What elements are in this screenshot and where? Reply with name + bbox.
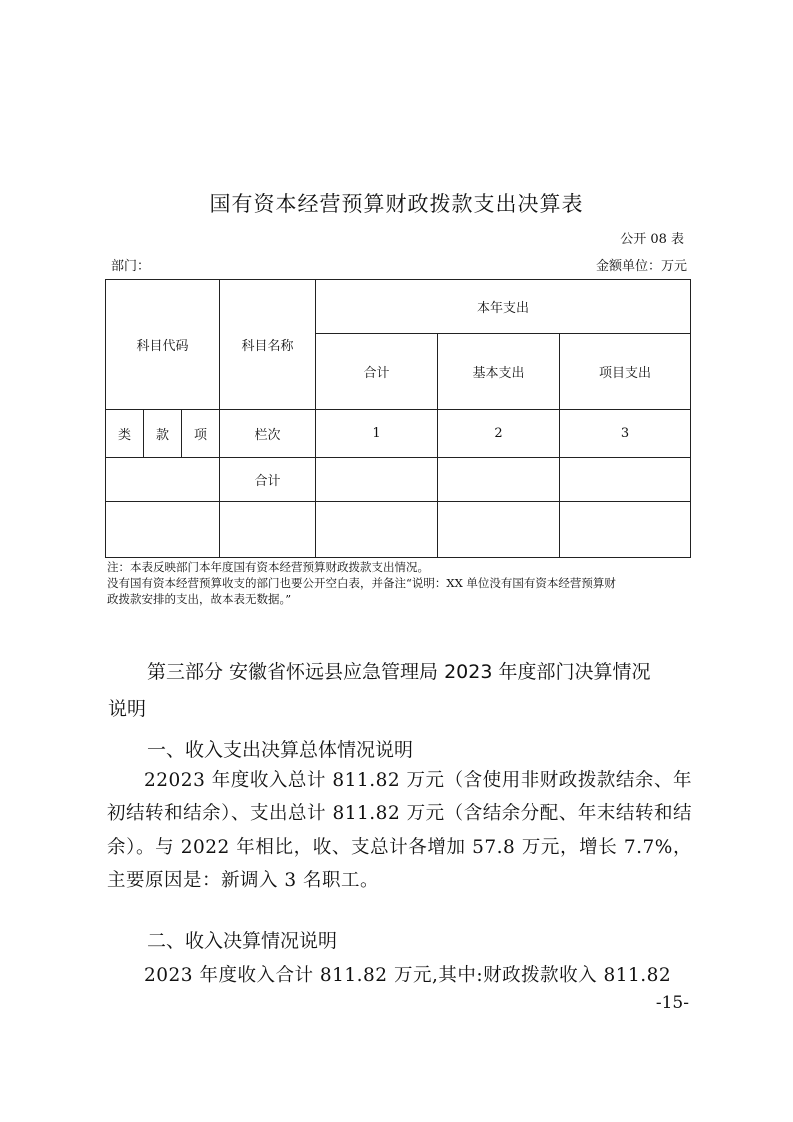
note-line: 注：本表反映部门本年度国有资本经营预算财政拨款支出情况。 [107, 560, 429, 574]
total-row-label: 合计 [220, 458, 316, 502]
table-notes [107, 559, 707, 607]
header-column-index: 栏次 [220, 410, 316, 458]
header-lei: 类 [106, 410, 144, 458]
header-basic-expenditure: 基本支出 [438, 334, 560, 410]
header-total: 合计 [316, 334, 438, 410]
note-line: 没有国有资本经营预算收支的部门也要公开空白表，并备注“说明：XX 单位没有国有资本经营预算财 [107, 576, 616, 590]
header-kuan: 款 [144, 410, 182, 458]
expenditure-table [105, 279, 691, 558]
section1-paragraph: 22023 年度收入总计 811.82 万元（含使用非财政拨款结余、年初结转和结余）、支出总计 811.82 万元（含结余分配、年末结转和结余）。与 2022 年相比，收、支总计各增加 57.8 万元，增长 7.7%，主要原因是：新调入 3 名职工。 [107, 770, 692, 891]
department-label: 部门： [111, 259, 151, 274]
section1-title: 一、收入支出决算总体情况说明 [147, 739, 414, 761]
header-current-year-expenditure: 本年支出 [316, 280, 691, 334]
part3-heading-line2: 说明 [108, 698, 147, 720]
column-number-2: 2 [438, 410, 560, 458]
section2-paragraph: 2023 年度收入合计 811.82 万元,其中:财政拨款收入 811.82 [144, 965, 672, 986]
unit-label: 金额单位：万元 [595, 259, 687, 274]
section2-title: 二、收入决算情况说明 [147, 930, 338, 952]
header-xiang: 项 [182, 410, 220, 458]
header-subject-name: 科目名称 [220, 280, 316, 410]
table-title: 国有资本经营预算财政拨款支出决算表 [209, 192, 584, 216]
column-number-3: 3 [560, 410, 691, 458]
header-subject-code: 科目代码 [106, 280, 220, 410]
part3-heading-line1: 第三部分 安徽省怀远县应急管理局 2023 年度部门决算情况 [147, 661, 651, 683]
page-number: -15- [655, 993, 689, 1013]
form-number: 公开 08 表 [620, 232, 684, 247]
table-row-total [106, 458, 691, 502]
table-row-empty [106, 502, 691, 558]
note-line: 政拨款安排的支出，故本表无数据。” [107, 592, 292, 606]
column-number-1: 1 [316, 410, 438, 458]
header-project-expenditure: 项目支出 [560, 334, 691, 410]
